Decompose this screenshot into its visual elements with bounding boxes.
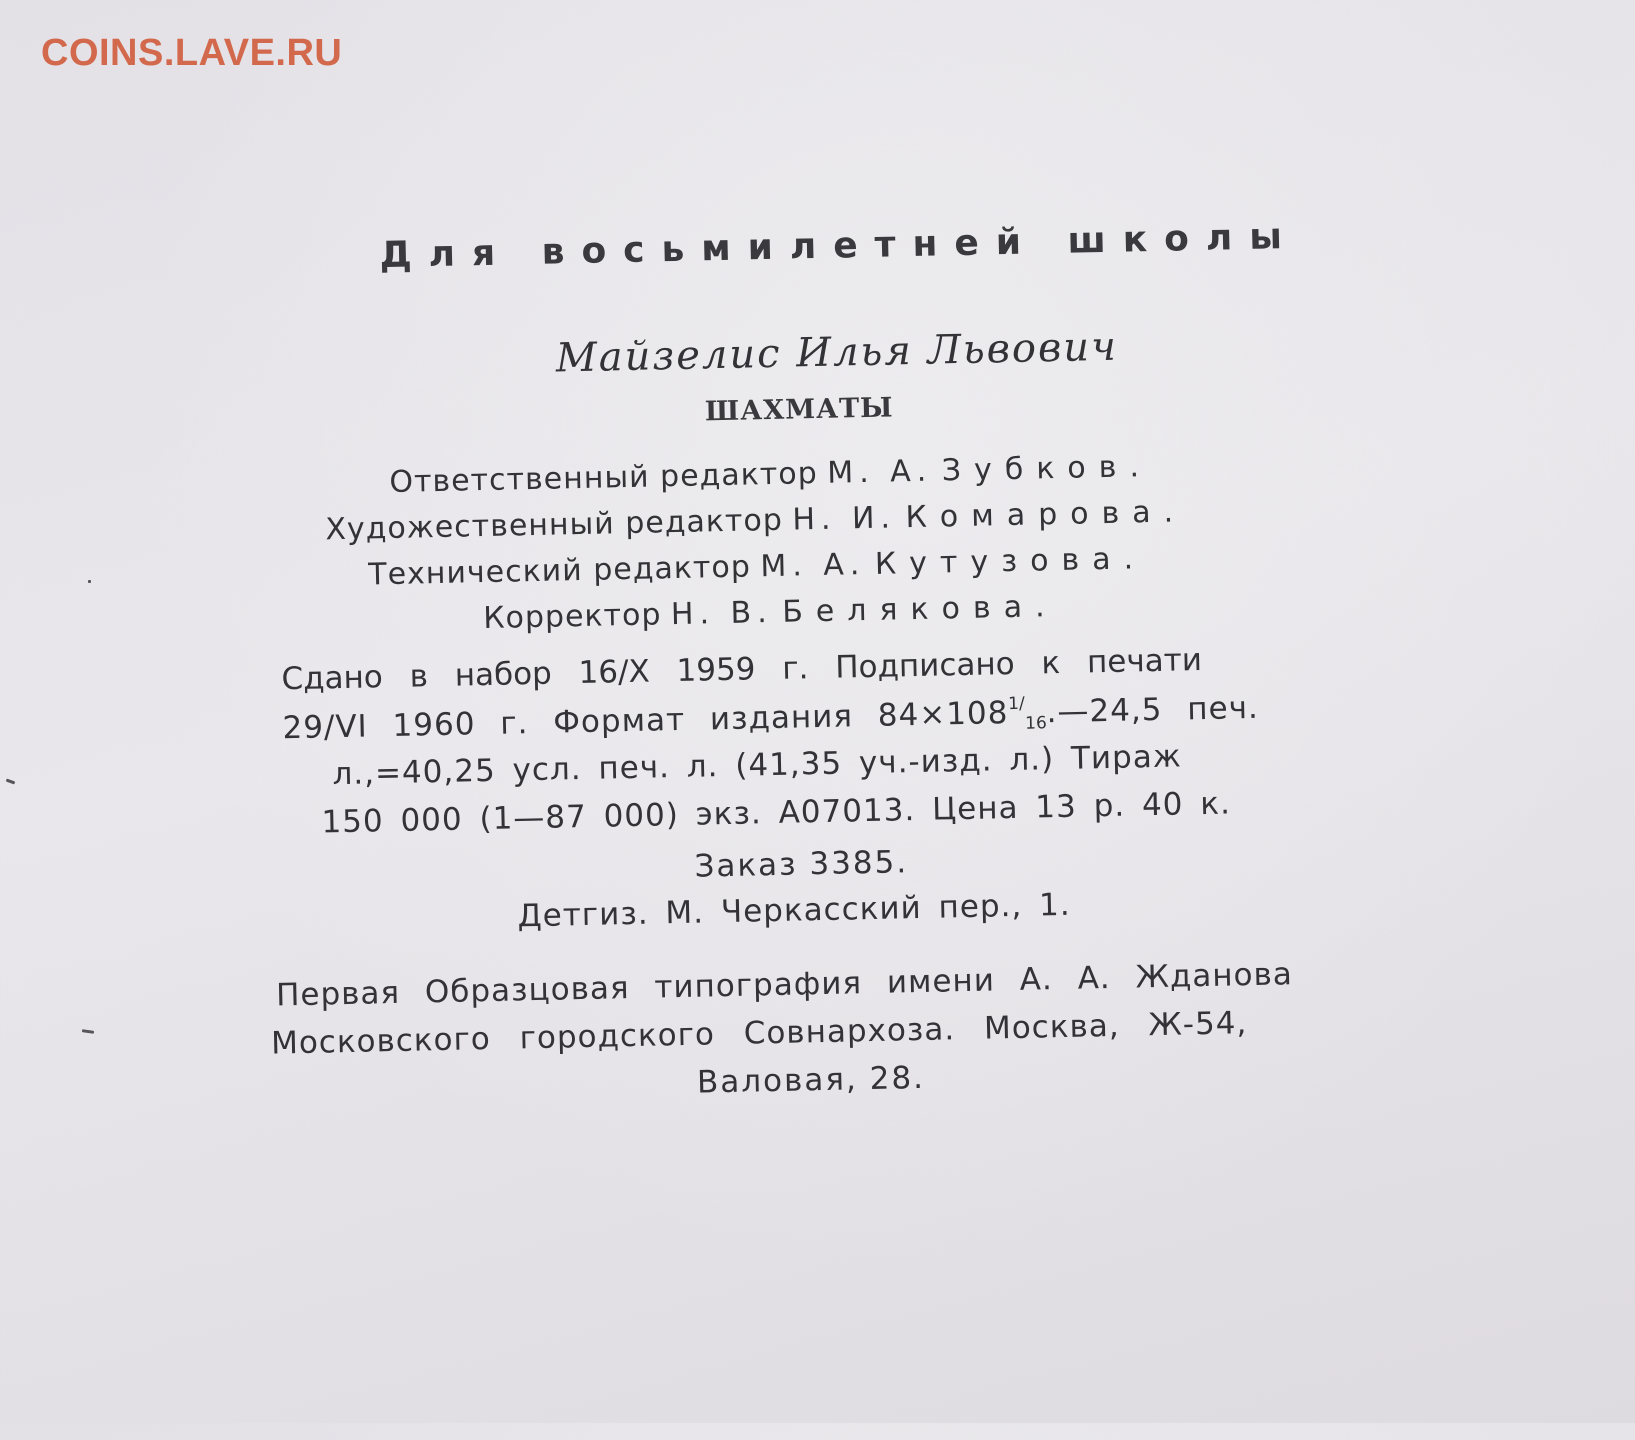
format-fraction-denominator: 16 xyxy=(1024,713,1048,734)
series-heading: Для восьмилетней школы xyxy=(379,215,1300,277)
watermark-text: COINS.LAVE.RU xyxy=(41,32,343,74)
order-number: Заказ 3385. xyxy=(694,844,909,885)
editor-surname: Белякова. xyxy=(781,589,1058,630)
editor-line-art xyxy=(325,494,1186,547)
author-name: Майзелис Илья Львович xyxy=(555,323,1119,382)
printer-line-3: Валовая, 28. xyxy=(696,1059,926,1101)
editor-role: Ответственный редактор xyxy=(389,456,819,500)
editor-line-proofreader xyxy=(483,589,1058,636)
editor-initials: Н. И. xyxy=(792,500,897,538)
printer-line-2: Московского городского Совнархоза. Москва, Ж-54, xyxy=(270,1005,1248,1062)
book-title: ШАХМАТЫ xyxy=(704,392,894,428)
imprint-line-4: 150 000 (1—87 000) экз. А07013. Цена 13 р. 40 к. xyxy=(321,785,1232,841)
editor-initials: М. А. xyxy=(826,453,933,491)
editor-role: Технический редактор xyxy=(367,549,752,593)
editor-role: Корректор xyxy=(482,597,662,637)
editor-line-technical xyxy=(368,541,1146,592)
editor-line-responsible xyxy=(389,449,1152,500)
imprint-format-text: 29/VI 1960 г. Формат издания 84×108 xyxy=(282,695,1009,747)
paper-speck xyxy=(88,580,91,583)
imprint-sheets-text: .—24,5 печ. xyxy=(1046,689,1260,731)
imprint-line-1: Сдано в набор 16/X 1959 г. Подписано к печати xyxy=(281,642,1203,698)
editor-surname: Зубков. xyxy=(941,449,1153,489)
editor-role: Художественный редактор xyxy=(325,502,784,548)
printer-line-1: Первая Образцовая типография имени А. А. Жданова xyxy=(275,956,1294,1014)
format-fraction-numerator: 1/ xyxy=(1007,693,1025,715)
editor-surname: Комарова. xyxy=(905,494,1187,536)
publisher-address: Детгиз. М. Черкасский пер., 1. xyxy=(517,886,1072,935)
editor-initials: Н. В. xyxy=(670,594,774,633)
editor-surname: Кутузова. xyxy=(874,541,1147,582)
imprint-line-3: л.,=40,25 усл. печ. л. (41,35 уч.-изд. л.) Тираж xyxy=(332,738,1183,793)
editor-initials: М. А. xyxy=(760,547,866,585)
